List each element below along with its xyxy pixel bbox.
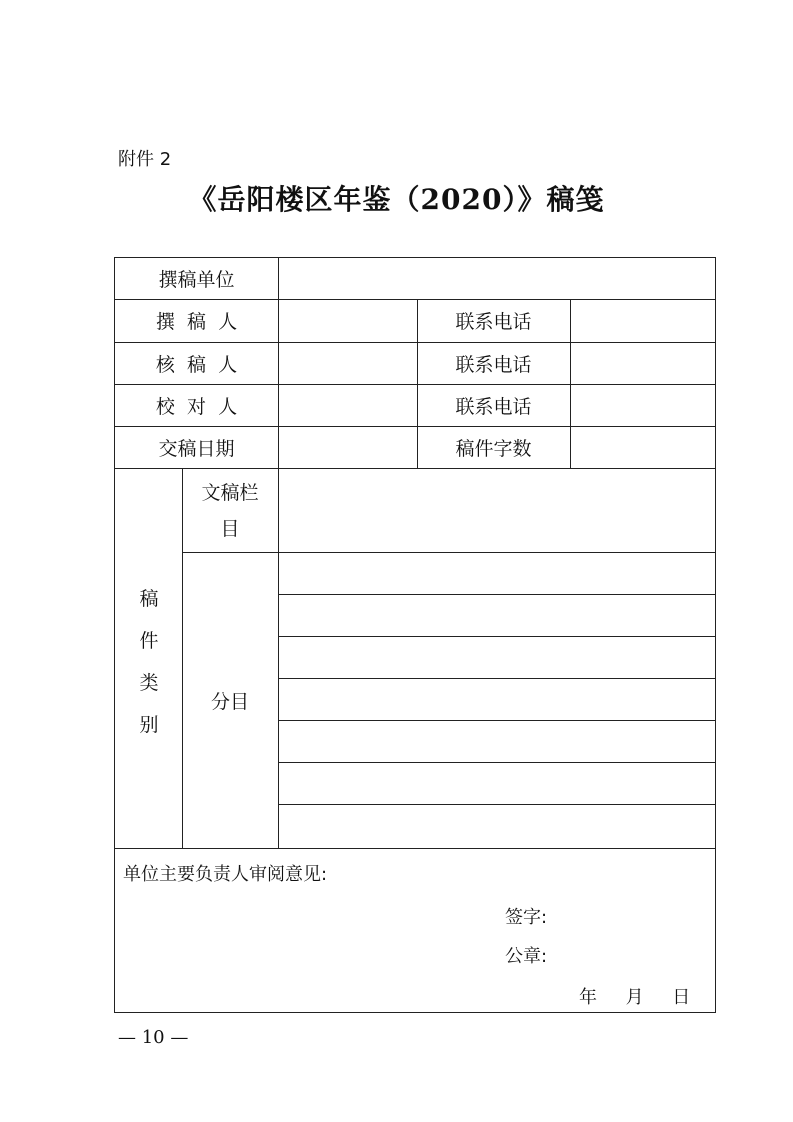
submit-date-field[interactable]	[279, 427, 417, 468]
row-divider	[278, 594, 715, 595]
row-divider	[278, 636, 715, 637]
column-field[interactable]	[279, 469, 715, 552]
proofreader-field[interactable]	[279, 385, 417, 426]
reviewer-phone-field[interactable]	[571, 343, 715, 384]
row-divider	[278, 762, 715, 763]
manuscript-form	[114, 257, 716, 1013]
contact-phone-label: 联系电话	[455, 353, 532, 376]
proofreader-phone-field[interactable]	[571, 385, 715, 426]
category-label: 稿件类别	[139, 588, 159, 736]
author-unit-field[interactable]	[279, 258, 715, 299]
reviewer-label: 核 稿 人	[155, 353, 238, 376]
author-field[interactable]	[279, 300, 417, 342]
document-title: 《岳阳楼区年鉴（2020）》稿笺	[188, 183, 605, 216]
column-label: 文稿栏目	[201, 482, 259, 540]
proofreader-label: 校 对 人	[155, 395, 238, 418]
word-count-field[interactable]	[571, 427, 715, 468]
date-line: 年 月 日	[579, 987, 691, 1008]
row-divider	[278, 804, 715, 805]
contact-phone-label: 联系电话	[455, 311, 532, 333]
author-phone-field[interactable]	[571, 300, 715, 342]
author-label: 撰 稿 人	[155, 311, 238, 333]
opinion-label: 单位主要负责人审阅意见:	[123, 864, 328, 885]
contact-phone-label: 联系电话	[455, 395, 532, 418]
attachment-label: 附件 2	[118, 149, 172, 170]
row-divider	[115, 848, 715, 849]
row-divider	[278, 720, 715, 721]
signature-label: 签字:	[505, 907, 548, 928]
subitem-label: 分目	[210, 690, 249, 713]
author-unit-label: 撰稿单位	[158, 269, 235, 291]
seal-label: 公章:	[505, 946, 548, 967]
page-number: — 10 —	[118, 1027, 189, 1048]
row-divider	[278, 678, 715, 679]
word-count-label: 稿件字数	[455, 437, 532, 460]
reviewer-field[interactable]	[279, 343, 417, 384]
submit-date-label: 交稿日期	[158, 437, 235, 460]
